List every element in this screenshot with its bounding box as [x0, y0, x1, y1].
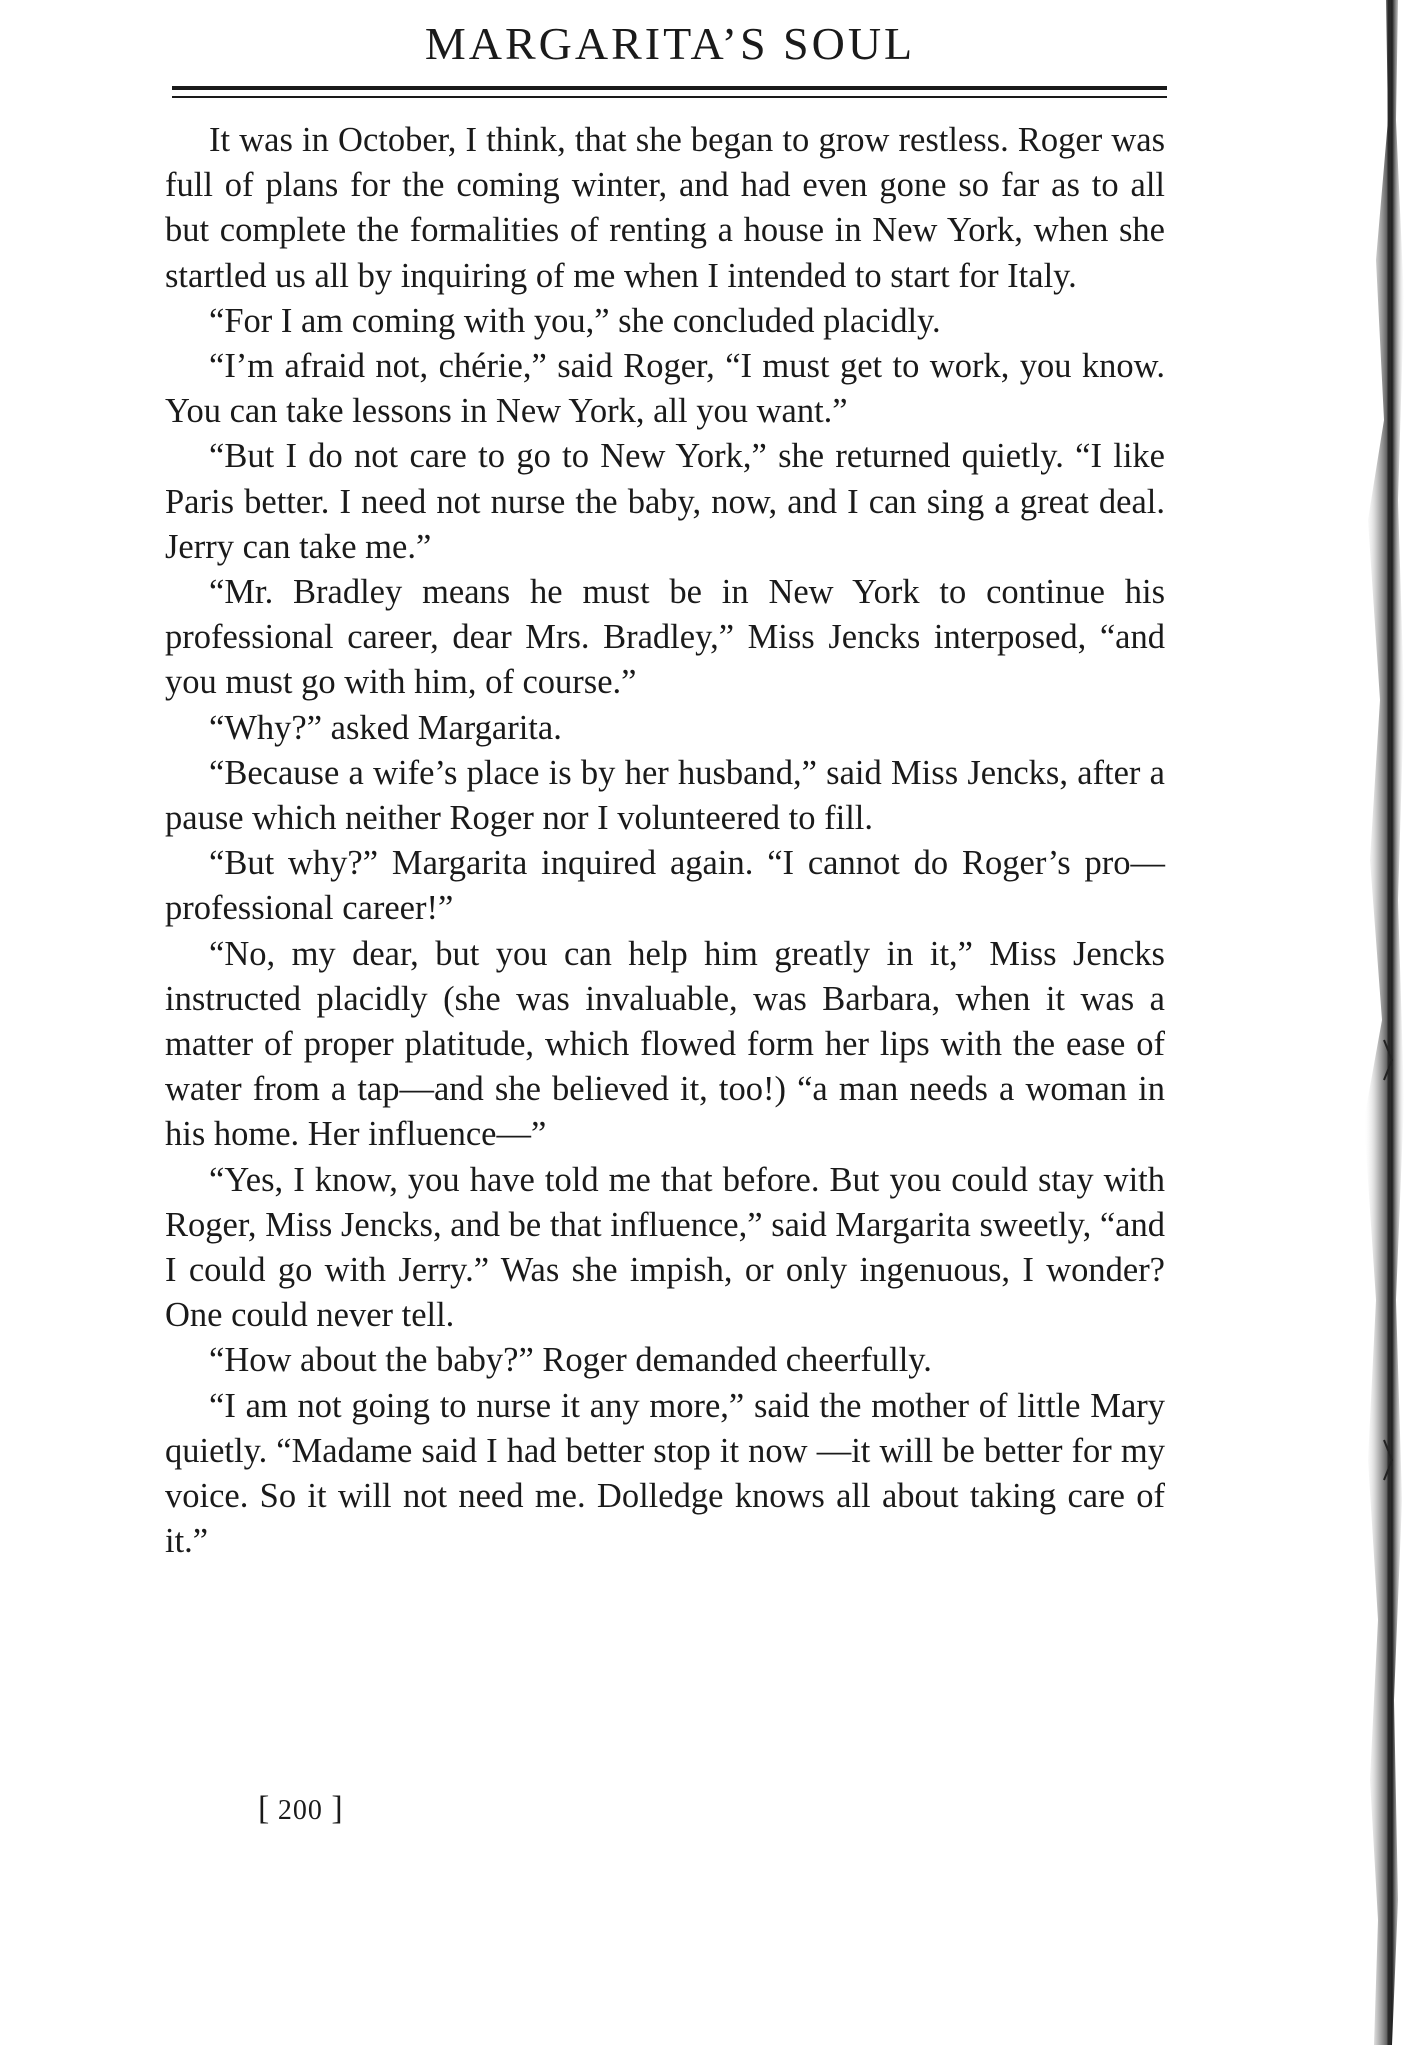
running-title: MARGARITA’S SOUL: [424, 18, 916, 69]
paragraph: “For I am coming with you,” she concluded placidly.: [209, 301, 941, 340]
paragraph: “Yes, I know, you have told me that before. But you could stay with Roger, Miss Jencks, and be that influence,” said Margarita sweetly, “and I could go with Jerry.” Was she impish, or only ingenuous, I wonder? One could never tell.: [165, 1160, 1165, 1335]
paragraph: “How about the baby?” Roger demanded cheerfully.: [209, 1341, 932, 1380]
binding-shadow: [1318, 0, 1408, 2045]
paragraph: “But I do not care to go to New York,” she returned quietly. “I like Paris better. I need not nurse the baby, now, and I can sing a great deal. Jerry can take me.”: [165, 437, 1165, 566]
paragraph: “Mr. Bradley means he must be in New York to continue his professional career, dear Mrs. Bradley,” Miss Jencks interposed, “and you must go with him, of course.”: [165, 573, 1165, 702]
paragraph: It was in October, I think, that she began to grow restless. Roger was full of plans for the coming winter, and had even gone so far as to all but complete the formalities of renting a house in New York, when she startled us all by inquiring of me when I intended to start for Italy.: [165, 121, 1165, 295]
paragraph: “I’m afraid not, chérie,” said Roger, “I must get to work, you know. You can take lessons in New York, all you want.”: [165, 347, 1165, 431]
page-number: [ 200 ]: [258, 1790, 343, 1827]
paragraph: “No, my dear, but you can help him greatly in it,” Miss Jencks instructed placidly (she was invaluable, was Barbara, when it was a matter of proper platitude, which flowed form her lips with the ease of water from a tap—and she believed it, too!) “a man needs a woman in his home. Her influence—”: [165, 934, 1165, 1154]
page-number-value: 200: [277, 1795, 323, 1826]
header-rule-thick: [172, 86, 1167, 90]
paragraph: “Why?” asked Margarita.: [209, 708, 562, 747]
body-text: [165, 118, 1165, 1565]
paragraph: “I am not going to nurse it any more,” said the mother of little Mary quietly. “Madame said I had better stop it now —it will be better for my voice. So it will not need me. Dolledge knows all about taking care of it.”: [165, 1386, 1165, 1561]
header-rule-thin: [172, 96, 1167, 98]
paragraph: “Because a wife’s place is by her husband,” said Miss Jencks, after a pause which neither Roger nor I volunteered to fill.: [165, 753, 1165, 838]
paragraph: “But why?” Margarita inquired again. “I cannot do Roger’s pro—professional career!”: [165, 844, 1165, 928]
